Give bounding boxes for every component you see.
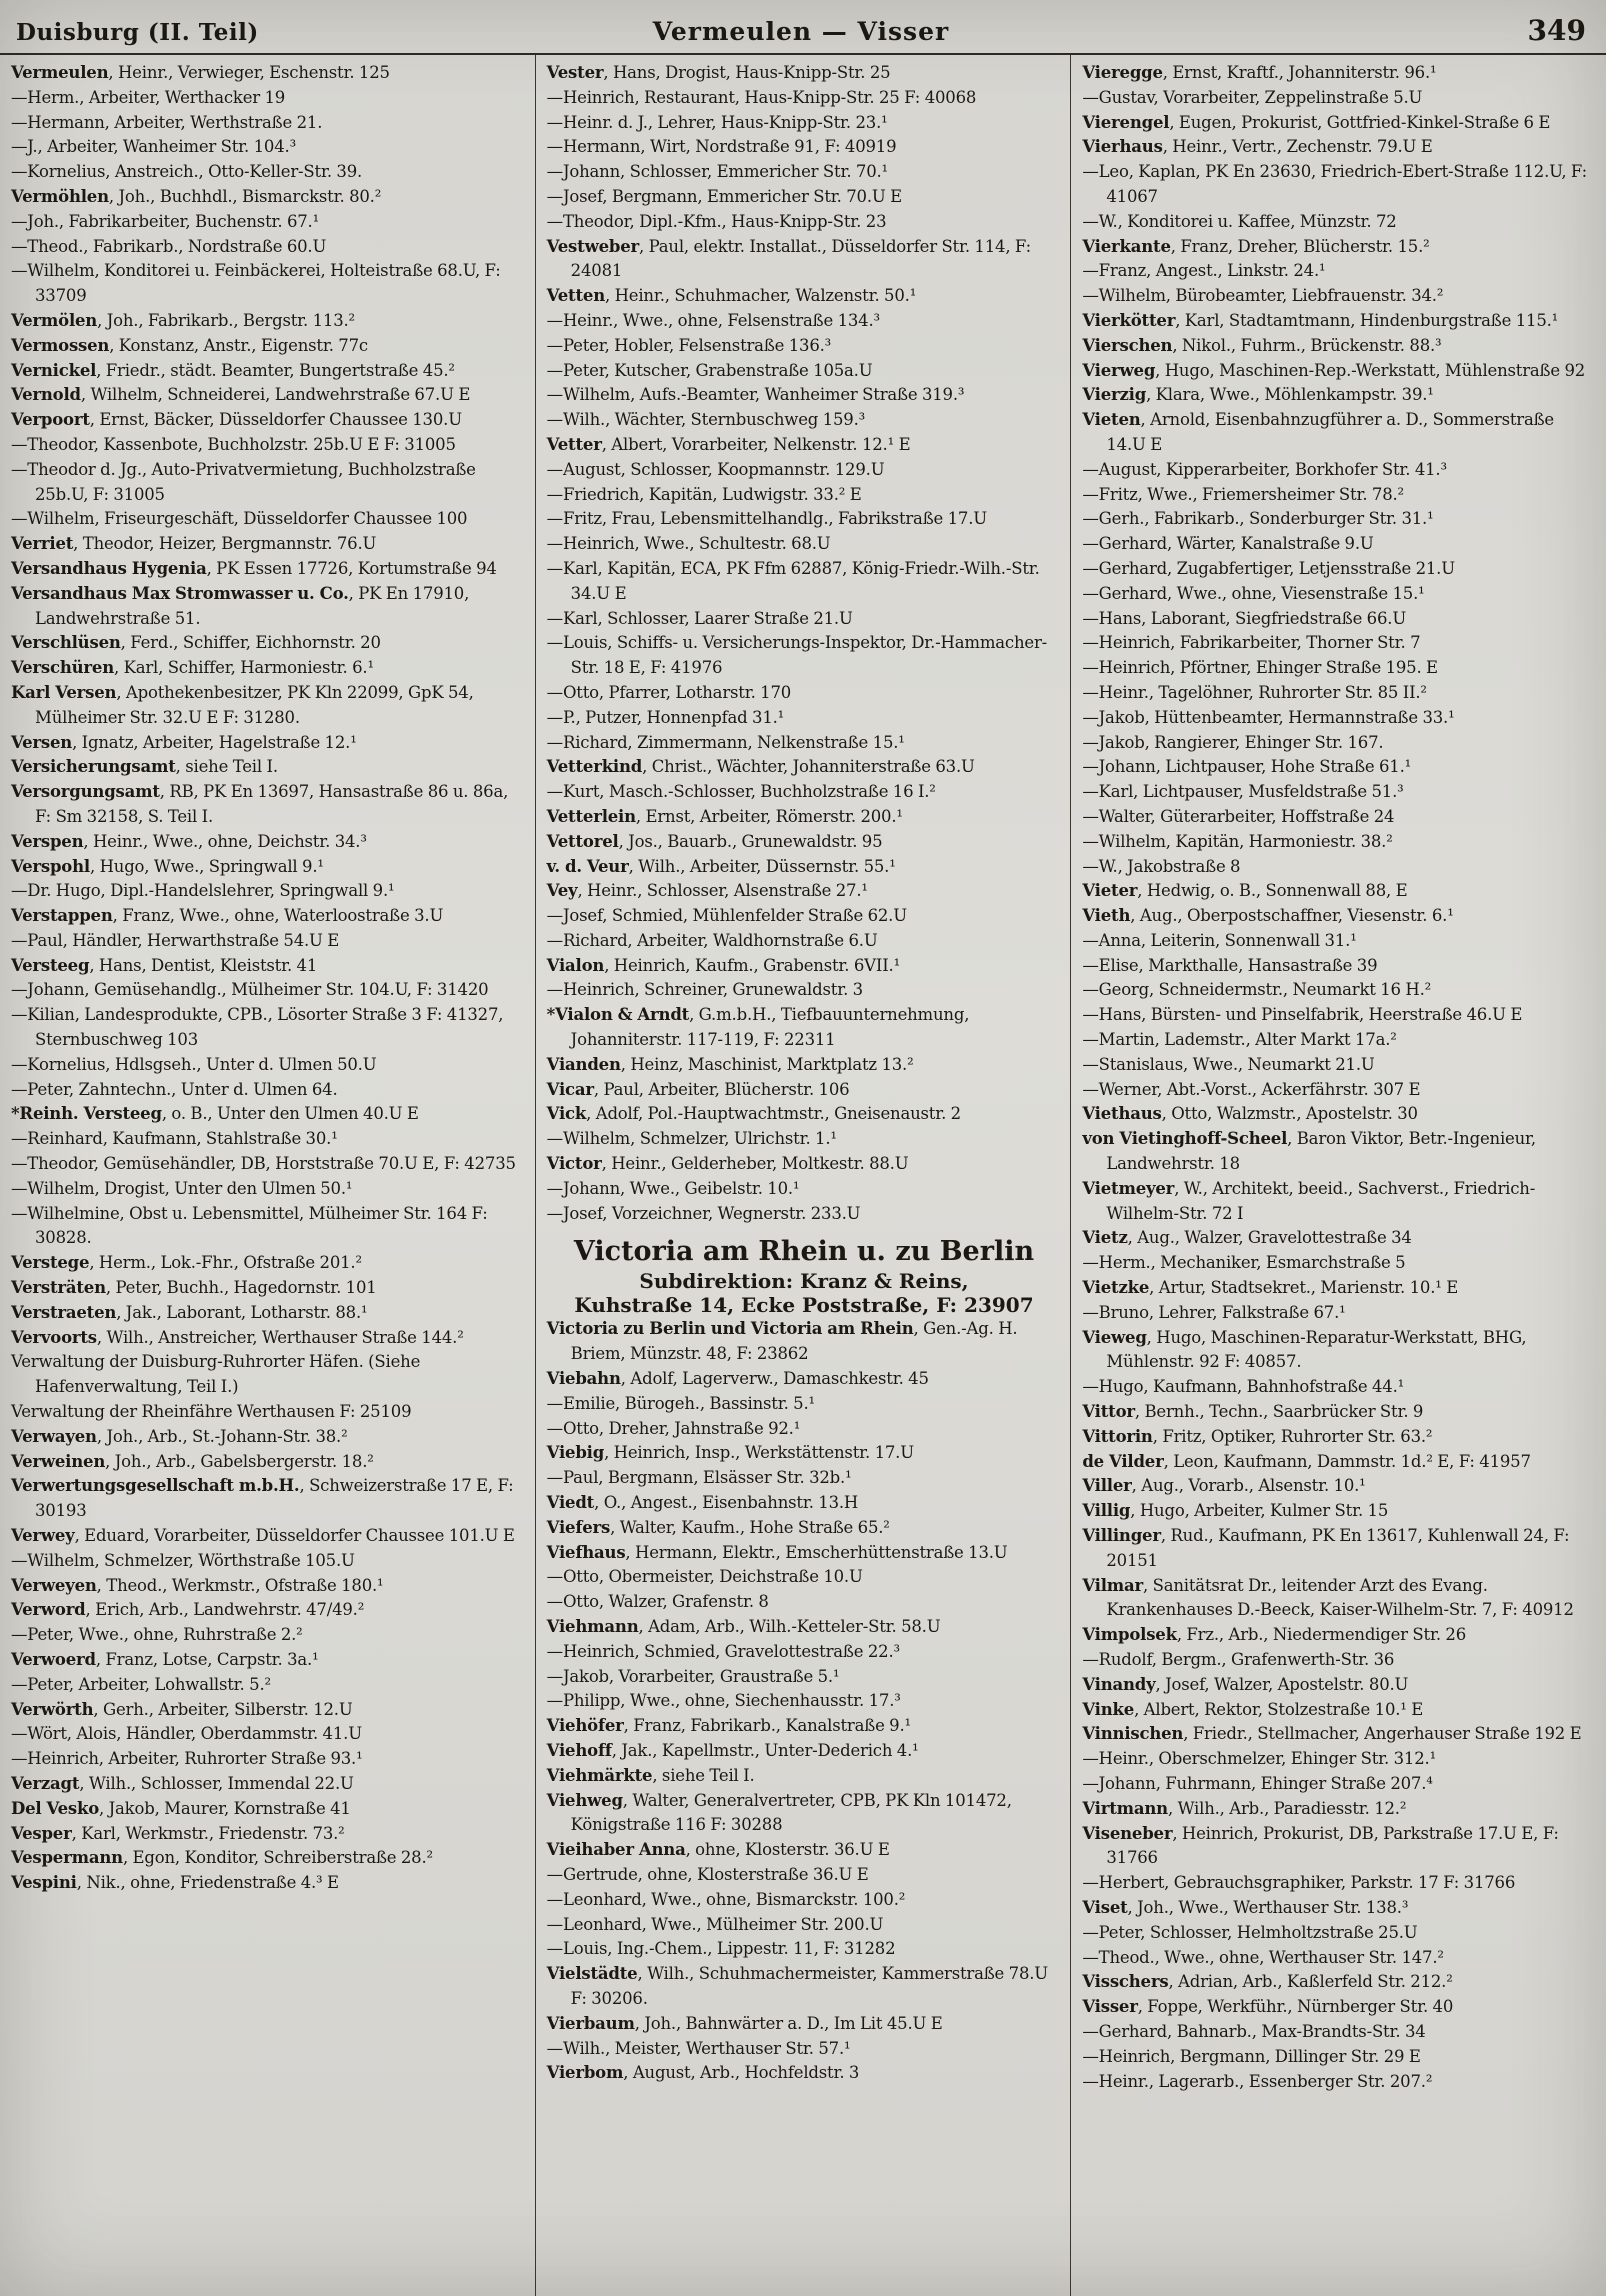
directory-entry: Vespini, Nik., ohne, Friedenstraße 4.³ E [11,1873,339,1893]
directory-entry: Verweinen, Joh., Arb., Gabelsbergerstr. 18.² [11,1451,374,1471]
directory-entry: Vierzig, Klara, Wwe., Möhlenkampstr. 39.¹ [1082,385,1434,405]
directory-entry: —Georg, Schneidermstr., Neumarkt 16 H.² [1082,980,1432,1000]
directory-entry: —Louis, Ing.-Chem., Lippestr. 11, F: 31282 [546,1939,896,1959]
directory-entry: Vinandy, Josef, Walzer, Apostelstr. 80.U [1082,1674,1409,1694]
directory-entry: Versandhaus Hygenia, PK Essen 17726, Kortumstraße 94 [11,558,497,578]
directory-entry: Vianden, Heinz, Maschinist, Marktplatz 13.² [546,1054,914,1074]
directory-entry: —Fritz, Wwe., Friemersheimer Str. 78.² [1082,484,1404,504]
directory-entry: —Wilh., Meister, Werthauser Str. 57.¹ [546,2038,851,2058]
page-number: 349 [1527,14,1586,47]
directory-entry: Vermöhlen, Joh., Buchhdl., Bismarckstr. 80.² [11,186,382,206]
directory-entry: —Gerhard, Bahnarb., Max-Brandts-Str. 34 [1082,2021,1426,2041]
directory-entry: —Gustav, Vorarbeiter, Zeppelinstraße 5.U [1082,87,1423,107]
directory-entry: —Anna, Leiterin, Sonnenwall 31.¹ [1082,930,1357,950]
directory-entry: Vermeulen, Heinr., Verwieger, Eschenstr. 125 [11,63,390,82]
directory-entry: —Wört, Alois, Händler, Oberdammstr. 41.U [11,1724,362,1744]
directory-entry: Visschers, Adrian, Arb., Kaßlerfeld Str. 212.² [1082,1972,1453,1992]
directory-entry: —Heinrich, Wwe., Schultestr. 68.U [546,534,831,554]
directory-entry: —Johann, Gemüsehandlg., Mülheimer Str. 104.U, F: 31420 [11,980,489,1000]
directory-entry: Victoria zu Berlin und Victoria am Rhein, Gen.-Ag. H. Briem, Münzstr. 48, F: 23862 [546,1319,1018,1364]
directory-entry: —P., Putzer, Honnenpfad 31.¹ [546,707,785,727]
directory-entry: —Peter, Zahntechn., Unter d. Ulmen 64. [11,1079,338,1099]
directory-entry: *Reinh. Versteeg, o. B., Unter den Ulmen 40.U E [11,1104,419,1124]
directory-entry: —Peter, Schlosser, Helmholtzstraße 25.U [1082,1922,1418,1942]
directory-entry: Vetter, Albert, Vorarbeiter, Nelkenstr. 12.¹ E [546,434,911,454]
columns-container [0,55,1606,2296]
directory-entry: Vey, Heinr., Schlosser, Alsenstraße 27.¹ [546,881,868,901]
directory-entry: Vinke, Albert, Rektor, Stolzestraße 10.¹ E [1082,1699,1424,1719]
directory-entry: Vetterkind, Christ., Wächter, Johanniterstraße 63.U [546,757,975,777]
directory-entry: Viedt, O., Angest., Eisenbahnstr. 13.H [546,1493,859,1513]
directory-entry: Verschlüsen, Ferd., Schiffer, Eichhornstr. 20 [11,633,381,653]
directory-entry: —Reinhard, Kaufmann, Stahlstraße 30.¹ [11,1129,338,1149]
directory-entry: Versen, Ignatz, Arbeiter, Hagelstraße 12.¹ [11,732,357,752]
directory-entry: Vinnischen, Friedr., Stellmacher, Angerhauser Straße 192 E [1082,1724,1582,1744]
directory-entry: von Vietinghoff-Scheel, Baron Viktor, Betr.-Ingenieur, Landwehrstr. 18 [1082,1129,1536,1174]
directory-entry: Vester, Hans, Drogist, Haus-Knipp-Str. 25 [546,63,891,82]
directory-entry: Vierbaum, Joh., Bahnwärter a. D., Im Lit 45.U E [546,2013,943,2033]
directory-entry: Versicherungsamt, siehe Teil I. [11,757,278,777]
directory-entry: —Peter, Hobler, Felsenstraße 136.³ [546,335,832,355]
directory-entry: —Franz, Angest., Linkstr. 24.¹ [1082,261,1326,281]
directory-entry: —Josef, Bergmann, Emmericher Str. 70.U E [546,186,902,206]
directory-entry: —Kurt, Masch.-Schlosser, Buchholzstraße 16 I.² [546,782,936,802]
directory-entry: Verstraeten, Jak., Laborant, Lotharstr. 88.¹ [11,1302,368,1322]
directory-entry: —Wilhelmine, Obst u. Lebensmittel, Mülheimer Str. 164 F: 30828. [11,1203,488,1248]
directory-entry: —Heinrich, Bergmann, Dillinger Str. 29 E [1082,2046,1421,2066]
directory-entry: —Wilhelm, Konditorei u. Feinbäckerei, Holteistraße 68.U, F: 33709 [11,261,501,306]
directory-entry: Viefers, Walter, Kaufm., Hohe Straße 65.² [546,1517,890,1537]
directory-entry: Vielstädte, Wilh., Schuhmachermeister, Kammerstraße 78.U F: 30206. [546,1964,1049,2008]
directory-entry: —Johann, Fuhrmann, Ehinger Straße 207.⁴ [1082,1773,1433,1793]
directory-entry: Vietmeyer, W., Architekt, beeid., Sachverst., Friedrich-Wilhelm-Str. 72 I [1082,1178,1536,1223]
directory-entry: —Emilie, Bürogeh., Bassinstr. 5.¹ [546,1393,815,1413]
directory-entry: —Herm., Mechaniker, Esmarchstraße 5 [1082,1253,1406,1273]
directory-entry: Verstappen, Franz, Wwe., ohne, Waterloostraße 3.U [11,906,444,926]
section-title: Duisburg (II. Teil) [16,19,259,46]
directory-entry: Viefhaus, Hermann, Elektr., Emscherhüttenstraße 13.U [546,1542,1008,1562]
directory-entry: —Kilian, Landesprodukte, CPB., Lösorter Straße 3 F: 41327, Sternbuschweg 103 [11,1005,504,1050]
directory-entry: —Heinrich, Restaurant, Haus-Knipp-Str. 25 F: 40068 [546,87,977,107]
directory-entry: —Otto, Obermeister, Deichstraße 10.U [546,1567,863,1587]
directory-entry: —Otto, Dreher, Jahnstraße 92.¹ [546,1418,801,1438]
directory-entry: Visser, Foppe, Werkführ., Nürnberger Str. 40 [1082,1997,1454,2017]
directory-entry: Virtmann, Wilh., Arb., Paradiesstr. 12.² [1082,1798,1407,1818]
directory-entry: Vetten, Heinr., Schuhmacher, Walzenstr. 50.¹ [546,286,917,306]
directory-entry: —Heinrich, Pförtner, Ehinger Straße 195. E [1082,658,1438,678]
directory-entry: Viset, Joh., Wwe., Werthauser Str. 138.³ [1082,1897,1409,1917]
directory-entry: —Heinr., Oberschmelzer, Ehinger Str. 312.¹ [1082,1749,1436,1769]
directory-entry: —Johann, Schlosser, Emmericher Str. 70.¹ [546,162,888,182]
directory-entry: —Kornelius, Hdlsgseh., Unter d. Ulmen 50.U [11,1054,377,1074]
directory-entry: Vierkötter, Karl, Stadtamtmann, Hindenburgstraße 115.¹ [1082,310,1559,330]
directory-entry: —Josef, Vorzeichner, Wegnerstr. 233.U [546,1203,861,1223]
directory-entry: Villig, Hugo, Arbeiter, Kulmer Str. 15 [1082,1501,1389,1521]
directory-entry: Verzagt, Wilh., Schlosser, Immendal 22.U [11,1773,354,1793]
directory-entry: Vierengel, Eugen, Prokurist, Gottfried-Kinkel-Straße 6 E [1082,112,1551,132]
directory-entry: Verpoort, Ernst, Bäcker, Düsseldorfer Chaussee 130.U [11,410,462,430]
directory-entry: Vieten, Arnold, Eisenbahnzugführer a. D., Sommerstraße 14.U E [1082,410,1554,454]
directory-entry: —Theod., Fabrikarb., Nordstraße 60.U [11,236,327,256]
directory-entry: —Wilhelm, Drogist, Unter den Ulmen 50.¹ [11,1178,353,1198]
directory-entry: Verweyen, Theod., Werkmstr., Ofstraße 180.¹ [11,1575,384,1595]
advert-line: Kuhstraße 14, Ecke Poststraße, F: 23907 [574,1293,1034,1318]
directory-entry: Vick, Adolf, Pol.-Hauptwachtmstr., Gneisenaustr. 2 [546,1104,961,1124]
directory-entry: —Karl, Schlosser, Laarer Straße 21.U [546,608,853,628]
directory-entry: Vieter, Hedwig, o. B., Sonnenwall 88, E [1082,881,1408,901]
directory-entry: —Martin, Lademstr., Alter Markt 17a.² [1082,1030,1397,1050]
directory-entry: Verwaltung der Duisburg-Ruhrorter Häfen. (Siehe Hafenverwaltung, Teil I.) [11,1352,421,1397]
directory-entry: Vittorin, Fritz, Optiker, Ruhrorter Str. 63.² [1082,1426,1433,1446]
directory-entry: —Theodor, Dipl.-Kfm., Haus-Knipp-Str. 23 [546,211,887,231]
directory-entry: Vietz, Aug., Walzer, Gravelottestraße 34 [1082,1228,1412,1248]
directory-entry: —Hermann, Wirt, Nordstraße 91, F: 40919 [546,137,897,157]
directory-entry: —Philipp, Wwe., ohne, Siechenhausstr. 17.³ [546,1691,901,1711]
directory-entry: Viebig, Heinrich, Insp., Werkstättenstr. 17.U [546,1443,914,1463]
directory-entry: —Richard, Arbeiter, Waldhornstraße 6.U [546,930,878,950]
directory-entry: Verwayen, Joh., Arb., St.-Johann-Str. 38.² [11,1426,348,1446]
directory-entry: —Paul, Bergmann, Elsässer Str. 32b.¹ [546,1468,852,1488]
directory-entry: Verwaltung der Rheinfähre Werthausen F: 25109 [11,1402,412,1422]
directory-entry: —Gertrude, ohne, Klosterstraße 36.U E [546,1864,869,1884]
page-header [0,0,1606,51]
directory-entry: —Leonhard, Wwe., ohne, Bismarckstr. 100.² [546,1889,906,1909]
directory-entry: —Wilhelm, Aufs.-Beamter, Wanheimer Straße 319.³ [546,385,965,405]
directory-entry: Victor, Heinr., Gelderheber, Moltkestr. 88.U [546,1154,909,1174]
directory-entry: Verwörth, Gerh., Arbeiter, Silberstr. 12.U [11,1699,353,1719]
directory-entry: Verschüren, Karl, Schiffer, Harmoniestr. 6.¹ [11,658,374,678]
directory-entry: Viehmann, Adam, Arb., Wilh.-Ketteler-Str. 58.U [546,1617,941,1637]
directory-entry: —Leo, Kaplan, PK En 23630, Friedrich-Ebert-Straße 112.U, F: 41067 [1082,162,1587,206]
directory-entry: Vialon, Heinrich, Kaufm., Grabenstr. 6VII.¹ [546,955,900,975]
directory-entry: Vermossen, Konstanz, Anstr., Eigenstr. 77c [11,335,368,355]
directory-entry: —August, Schlosser, Koopmannstr. 129.U [546,459,885,479]
directory-entry: —Heinr., Wwe., ohne, Felsenstraße 134.³ [546,310,880,330]
directory-entry: —Peter, Arbeiter, Lohwallstr. 5.² [11,1674,271,1694]
directory-entry: Vervoorts, Wilh., Anstreicher, Werthauser Straße 144.² [11,1327,464,1347]
running-head: Vermeulen — Visser [652,17,950,46]
directory-entry: Viebahn, Adolf, Lagerverw., Damaschkestr. 45 [546,1369,929,1389]
directory-entry: —Gerhard, Wärter, Kanalstraße 9.U [1082,534,1374,554]
directory-entry: —Johann, Lichtpauser, Hohe Straße 61.¹ [1082,757,1412,777]
directory-entry: v. d. Veur, Wilh., Arbeiter, Düssernstr. 55.¹ [546,856,896,876]
directory-entry: Viehmärkte, siehe Teil I. [546,1765,755,1785]
directory-entry: Verriet, Theodor, Heizer, Bergmannstr. 76.U [11,534,377,554]
directory-entry: —Bruno, Lehrer, Falkstraße 67.¹ [1082,1302,1346,1322]
directory-column-3 [1070,55,1606,2296]
directory-entry: Vittor, Bernh., Techn., Saarbrücker Str. 9 [1082,1402,1424,1422]
directory-entry: Verspen, Heinr., Wwe., ohne, Deichstr. 34.³ [11,831,367,851]
directory-entry: —Gerhard, Wwe., ohne, Viesenstraße 15.¹ [1082,583,1425,603]
directory-column-1 [0,55,535,2296]
directory-entry: Del Vesko, Jakob, Maurer, Kornstraße 41 [11,1798,351,1818]
directory-entry: Villinger, Rud., Kaufmann, PK En 13617, Kuhlenwall 24, F: 20151 [1082,1526,1570,1570]
directory-entry: —Heinr., Lagerarb., Essenberger Str. 207.² [1082,2071,1433,2091]
directory-entry: de Vilder, Leon, Kaufmann, Dammstr. 1d.² E, F: 41957 [1082,1451,1531,1471]
directory-entry: Verwoerd, Franz, Lotse, Carpstr. 3a.¹ [11,1650,319,1669]
directory-entry: Verwey, Eduard, Vorarbeiter, Düsseldorfer Chaussee 101.U E [11,1526,515,1546]
directory-entry: Vierkante, Franz, Dreher, Blücherstr. 15.² [1082,236,1430,256]
directory-entry: —Joh., Fabrikarbeiter, Buchenstr. 67.¹ [11,211,320,231]
directory-entry: —Theodor, Kassenbote, Buchholzstr. 25b.U E F: 31005 [11,434,456,454]
directory-entry: —Walter, Güterarbeiter, Hoffstraße 24 [1082,806,1395,826]
directory-entry: —Wilhelm, Kapitän, Harmoniestr. 38.² [1082,831,1393,851]
directory-entry: —Heinrich, Fabrikarbeiter, Thorner Str. 7 [1082,633,1421,653]
directory-entry: —J., Arbeiter, Wanheimer Str. 104.³ [11,137,296,157]
directory-entry: —Dr. Hugo, Dipl.-Handelslehrer, Springwall 9.¹ [11,881,395,901]
directory-entry: —Hans, Bürsten- und Pinselfabrik, Heerstraße 46.U E [1082,1005,1523,1025]
directory-entry: Viller, Aug., Vorarb., Alsenstr. 10.¹ [1082,1476,1366,1496]
directory-entry: —Richard, Zimmermann, Nelkenstraße 15.¹ [546,732,905,752]
directory-entry: —Wilhelm, Bürobeamter, Liebfrauenstr. 34.² [1082,286,1444,306]
directory-entry: Vicar, Paul, Arbeiter, Blücherstr. 106 [546,1079,850,1099]
directory-entry: Vieth, Aug., Oberpostschaffner, Viesenstr. 6.¹ [1082,906,1454,926]
directory-entry: Viehöfer, Franz, Fabrikarb., Kanalstraße 9.¹ [546,1716,911,1736]
advert-line: Victoria am Rhein u. zu Berlin [573,1236,1035,1268]
directory-entry: Versandhaus Max Stromwasser u. Co., PK En 17910, Landwehrstraße 51. [11,583,470,628]
directory-entry: —Jakob, Rangierer, Ehinger Str. 167. [1082,732,1384,752]
advert-line: Subdirektion: Kranz & Reins, [639,1269,969,1294]
directory-entry: Vieweg, Hugo, Maschinen-Reparatur-Werkstatt, BHG, Mühlenstr. 92 F: 40857. [1082,1327,1527,1372]
directory-entry: —Hans, Laborant, Siegfriedstraße 66.U [1082,608,1407,628]
directory-entry: —Jakob, Hüttenbeamter, Hermannstraße 33.¹ [1082,707,1455,727]
directory-entry: —Theodor, Gemüsehändler, DB, Horststraße 70.U E, F: 42735 [11,1154,516,1174]
directory-entry: —Jakob, Vorarbeiter, Graustraße 5.¹ [546,1666,840,1686]
directory-entry: —Gerh., Fabrikarb., Sonderburger Str. 31.¹ [1082,509,1434,529]
directory-entry: Viseneber, Heinrich, Prokurist, DB, Parkstraße 17.U E, F: 31766 [1082,1823,1559,1868]
directory-entry: —Stanislaus, Wwe., Neumarkt 21.U [1082,1054,1375,1074]
directory-entry: —Heinr., Tagelöhner, Ruhrorter Str. 85 II.² [1082,682,1427,702]
directory-entry: *Vialon & Arndt, G.m.b.H., Tiefbauunternehmung, Johanniterstr. 117-119, F: 22311 [546,1005,970,1050]
directory-entry: Verspohl, Hugo, Wwe., Springwall 9.¹ [11,856,324,876]
directory-entry: —Friedrich, Kapitän, Ludwigstr. 33.² E [546,484,862,504]
directory-entry: Versteeg, Hans, Dentist, Kleiststr. 41 [11,955,318,975]
directory-entry: —Wilhelm, Schmelzer, Ulrichstr. 1.¹ [546,1129,837,1149]
directory-entry: Vetterlein, Ernst, Arbeiter, Römerstr. 200.¹ [546,806,903,826]
directory-entry: Vestweber, Paul, elektr. Installat., Düsseldorfer Str. 114, F: 24081 [546,236,1031,281]
directory-entry: Vermölen, Joh., Fabrikarb., Bergstr. 113.² [11,310,355,330]
directory-entry: —Hermann, Arbeiter, Werthstraße 21. [11,112,323,132]
directory-entry: Versträten, Peter, Buchh., Hagedornstr. 101 [11,1278,377,1298]
directory-column-2 [535,55,1071,2296]
directory-entry: Vierhaus, Heinr., Vertr., Zechenstr. 79.U E [1082,137,1433,157]
directory-entry: Vietzke, Artur, Stadtsekret., Marienstr. 10.¹ E [1082,1278,1459,1298]
directory-entry: —Josef, Schmied, Mühlenfelder Straße 62.U [546,906,907,926]
directory-entry: —Hugo, Kaufmann, Bahnhofstraße 44.¹ [1082,1377,1405,1397]
directory-entry: —Peter, Kutscher, Grabenstraße 105a.U [546,360,873,380]
directory-entry: Verstege, Herm., Lok.-Fhr., Ofstraße 201.² [11,1253,362,1273]
directory-entry: —Rudolf, Bergm., Grafenwerth-Str. 36 [1082,1650,1395,1669]
directory-entry: —Otto, Pfarrer, Lotharstr. 170 [546,682,792,702]
directory-entry: —Johann, Wwe., Geibelstr. 10.¹ [546,1178,800,1198]
directory-entry: —Karl, Lichtpauser, Musfeldstraße 51.³ [1082,782,1404,802]
directory-entry: —Peter, Wwe., ohne, Ruhrstraße 2.² [11,1625,303,1645]
directory-entry: —W., Konditorei u. Kaffee, Münzstr. 72 [1082,211,1397,231]
directory-entry: —Gerhard, Zugabfertiger, Letjensstraße 21.U [1082,558,1455,578]
directory-entry: Vespermann, Egon, Konditor, Schreiberstraße 28.² [11,1848,433,1868]
directory-entry: —Elise, Markthalle, Hansastraße 39 [1082,955,1378,975]
directory-entry: —Paul, Händler, Herwarthstraße 54.U E [11,930,340,950]
directory-entry: Vilmar, Sanitätsrat Dr., leitender Arzt des Evang. Krankenhauses D.-Beeck, Kaiser-Wilhelm-Str. 7, F: 40912 [1082,1575,1574,1620]
directory-entry: Vimpolsek, Frz., Arb., Niedermendiger Str. 26 [1082,1625,1467,1645]
directory-entry: —August, Kipperarbeiter, Borkhofer Str. 41.³ [1082,459,1447,479]
directory-entry: —Heinrich, Schreiner, Grunewaldstr. 3 [546,980,863,1000]
directory-entry: —Kornelius, Anstreich., Otto-Keller-Str. 39. [11,162,363,182]
directory-entry: —Wilh., Wächter, Sternbuschweg 159.³ [546,410,866,430]
directory-entry: —Werner, Abt.-Vorst., Ackerfährstr. 307 E [1082,1079,1421,1099]
directory-entry: Karl Versen, Apothekenbesitzer, PK Kln 22099, GpK 54, Mülheimer Str. 32.U E F: 31280. [11,682,474,727]
directory-entry: Vieihaber Anna, ohne, Klosterstr. 36.U E [546,1840,890,1860]
directory-entry: —Herbert, Gebrauchsgraphiker, Parkstr. 17 F: 31766 [1082,1873,1516,1893]
directory-entry: Vieregge, Ernst, Kraftf., Johanniterstr. 96.¹ [1082,63,1437,82]
directory-entry: Viehweg, Walter, Generalvertreter, CPB, PK Kln 101472, Königstraße 116 F: 30288 [546,1790,1012,1835]
directory-entry: Vierschen, Nikol., Fuhrm., Brückenstr. 88.³ [1082,335,1442,355]
directory-entry: Vesper, Karl, Werkmstr., Friedenstr. 73.² [11,1823,345,1843]
directory-entry: —Leonhard, Wwe., Mülheimer Str. 200.U [546,1914,884,1934]
directory-entry: Viethaus, Otto, Walzmstr., Apostelstr. 30 [1082,1104,1418,1124]
directory-entry: Vettorel, Jos., Bauarb., Grunewaldstr. 95 [546,831,883,851]
directory-entry: Vierbom, August, Arb., Hochfeldstr. 3 [546,2063,860,2083]
directory-entry: Vernickel, Friedr., städt. Beamter, Bungertstraße 45.² [11,360,455,380]
directory-entry: —Karl, Kapitän, ECA, PK Ffm 62887, König-Friedr.-Wilh.-Str. 34.U E [546,558,1040,603]
directory-entry: —Otto, Walzer, Grafenstr. 8 [546,1592,769,1612]
directory-entry: —Theodor d. Jg., Auto-Privatvermietung, Buchholzstraße 25b.U, F: 31005 [11,459,476,504]
directory-entry: Verwertungsgesellschaft m.b.H., Schweizerstraße 17 E, F: 30193 [11,1476,514,1521]
directory-entry: —Heinr. d. J., Lehrer, Haus-Knipp-Str. 23.¹ [546,112,888,132]
directory-entry: Versorgungsamt, RB, PK En 13697, Hansastraße 86 u. 86a, F: Sm 32158, S. Teil I. [11,782,509,826]
directory-entry: —Heinrich, Schmied, Gravelottestraße 22.³ [546,1641,900,1661]
directory-entry: —Fritz, Frau, Lebensmittelhandlg., Fabrikstraße 17.U [546,509,987,529]
directory-entry: Vernold, Wilhelm, Schneiderei, Landwehrstraße 67.U E [11,385,471,405]
directory-entry: —Heinrich, Arbeiter, Ruhrorter Straße 93.¹ [11,1749,363,1769]
directory-entry: Vierweg, Hugo, Maschinen-Rep.-Werkstatt, Mühlenstraße 92 [1082,360,1586,380]
directory-entry: Verword, Erich, Arb., Landwehrstr. 47/49.² [11,1600,365,1620]
directory-entry: Viehoff, Jak., Kapellmstr., Unter-Dederich 4.¹ [546,1741,919,1760]
directory-entry: —Herm., Arbeiter, Werthacker 19 [11,87,286,107]
directory-entry: —Louis, Schiffs- u. Versicherungs-Inspektor, Dr.-Hammacher-Str. 18 E, F: 41976 [546,633,1048,678]
directory-entry: —Wilhelm, Friseurgeschäft, Düsseldorfer Chaussee 100 [11,509,468,529]
directory-entry: —Wilhelm, Schmelzer, Wörthstraße 105.U [11,1550,355,1570]
directory-entry: —W., Jakobstraße 8 [1082,856,1241,876]
directory-entry: —Theod., Wwe., ohne, Werthauser Str. 147.² [1082,1947,1444,1967]
